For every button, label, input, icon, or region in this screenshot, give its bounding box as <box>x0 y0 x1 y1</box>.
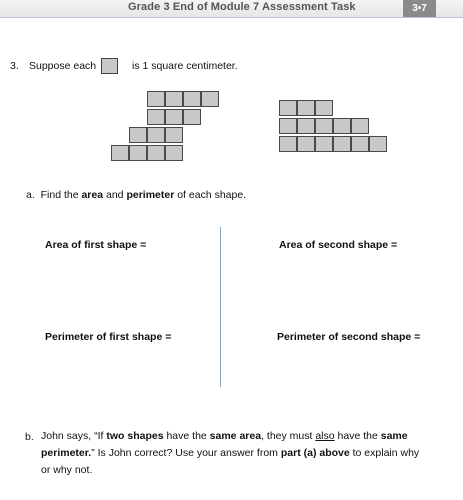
grid-square <box>183 109 201 125</box>
grid-square <box>351 118 369 134</box>
grid-square <box>351 136 369 152</box>
grid-square <box>369 136 387 152</box>
part-a-area: area <box>81 189 104 201</box>
part-b-emph: same <box>380 430 408 442</box>
part-a-text: of each shape. <box>174 189 247 201</box>
part-b-question <box>41 428 421 479</box>
question-intro-before: Suppose each <box>29 60 97 72</box>
grid-square <box>315 118 333 134</box>
part-a-prompt <box>26 189 246 201</box>
grid-square <box>129 145 147 161</box>
part-b-emph: perimeter. <box>41 447 92 459</box>
grid-square <box>315 100 333 116</box>
part-b-text: to explain why or why not. <box>41 447 420 476</box>
grid-square <box>165 91 183 107</box>
question-intro-after: is 1 square centimeter. <box>132 60 238 72</box>
grid-square <box>279 118 297 134</box>
part-b-text: have the <box>334 430 381 442</box>
grid-square <box>297 100 315 116</box>
grid-square <box>165 145 183 161</box>
grid-square <box>333 118 351 134</box>
perimeter-second-label: Perimeter of second shape = <box>277 331 421 343</box>
perimeter-first-label: Perimeter of first shape = <box>45 331 172 343</box>
unit-square-icon <box>101 58 118 74</box>
area-first-label: Area of first shape = <box>45 239 147 251</box>
module-badge: 3•7 <box>403 0 436 17</box>
grid-square <box>147 91 165 107</box>
part-b-emph: part (a) above <box>280 447 350 459</box>
part-a-text: Find the <box>40 189 82 201</box>
column-divider <box>220 227 221 387</box>
page-header <box>0 0 463 18</box>
part-b-emph: two shapes <box>106 430 164 442</box>
part-b-emph: same area <box>209 430 262 442</box>
question-number: 3. <box>10 60 19 72</box>
grid-square <box>297 136 315 152</box>
grid-square <box>201 91 219 107</box>
grid-square <box>147 127 165 143</box>
grid-square <box>111 145 129 161</box>
grid-square <box>165 127 183 143</box>
grid-square <box>333 136 351 152</box>
part-b-label: b. <box>25 431 34 443</box>
grid-square <box>165 109 183 125</box>
part-b-text: have the <box>163 430 210 442</box>
grid-square <box>129 127 147 143</box>
grid-square <box>147 145 165 161</box>
part-b-underline: also <box>315 430 335 442</box>
area-second-label: Area of second shape = <box>279 239 398 251</box>
grid-square <box>279 100 297 116</box>
part-a-text: and <box>103 189 127 201</box>
grid-square <box>297 118 315 134</box>
part-a-label: a. <box>26 189 35 201</box>
grid-square <box>183 91 201 107</box>
part-a-perimeter: perimeter <box>126 189 175 201</box>
part-b-text: John says, “If <box>41 430 107 442</box>
header-title: Grade 3 End of Module 7 Assessment Task <box>128 1 356 13</box>
grid-square <box>279 136 297 152</box>
part-b-text: , they must <box>261 430 316 442</box>
grid-square <box>147 109 165 125</box>
grid-square <box>315 136 333 152</box>
part-b-text: ” Is John correct? Use your answer from <box>91 447 281 459</box>
